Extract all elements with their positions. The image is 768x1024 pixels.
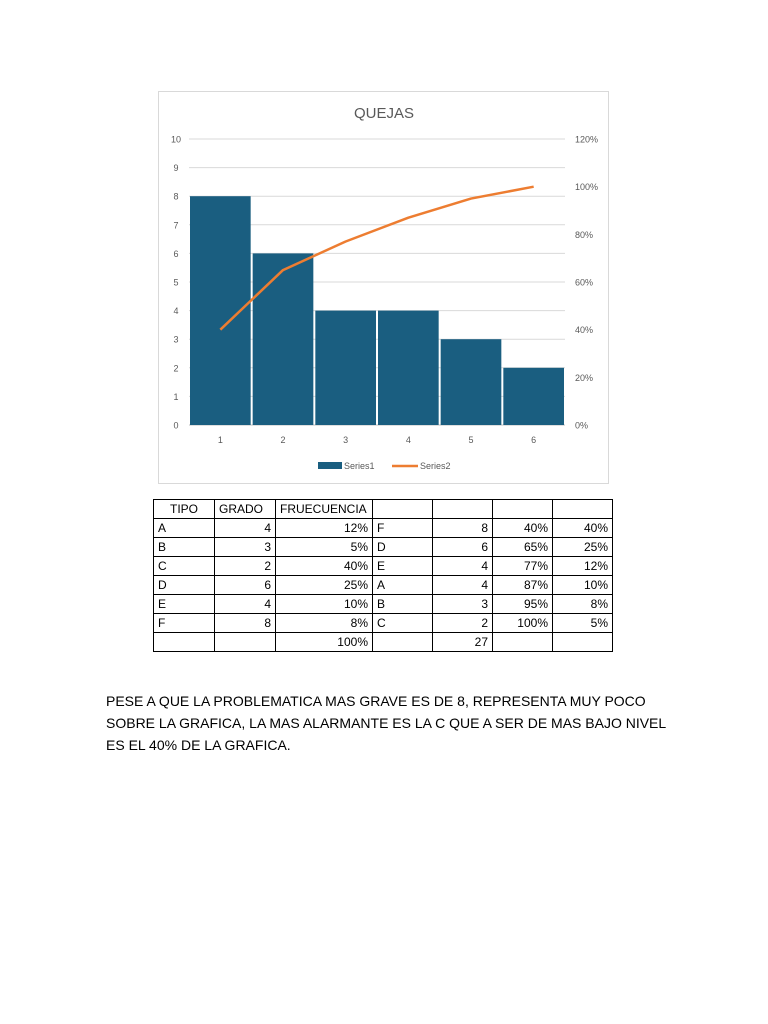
table-cell: 100% <box>493 614 553 633</box>
table-cell <box>493 500 553 519</box>
table-cell: 25% <box>276 576 373 595</box>
table-cell: 40% <box>276 557 373 576</box>
table-cell <box>215 633 276 652</box>
y2-tick-label: 100% <box>575 182 599 193</box>
y-tick-label: 9 <box>173 163 179 174</box>
table-cell: 8% <box>553 595 613 614</box>
y-tick-label: 4 <box>173 306 179 317</box>
y-tick-label: 7 <box>173 220 179 231</box>
table-cell: 2 <box>433 614 493 633</box>
bar <box>378 311 439 425</box>
table-row <box>154 633 613 652</box>
legend-series1-swatch <box>318 462 342 469</box>
table-cell: B <box>154 538 215 557</box>
y-tick-label: 3 <box>173 334 179 345</box>
table-cell: 5% <box>276 538 373 557</box>
table-cell: 10% <box>553 576 613 595</box>
table-cell: 27 <box>433 633 493 652</box>
table-cell: 40% <box>553 519 613 538</box>
table-cell: 8 <box>433 519 493 538</box>
table-cell: GRADO <box>215 500 276 519</box>
table-cell: 8 <box>215 614 276 633</box>
table-cell: F <box>373 519 433 538</box>
bar <box>253 253 314 425</box>
table-row <box>154 595 613 614</box>
table-row <box>154 519 613 538</box>
table-cell: 95% <box>493 595 553 614</box>
table-cell <box>493 633 553 652</box>
table-cell: D <box>154 576 215 595</box>
table-cell: 40% <box>493 519 553 538</box>
y-tick-label: 0 <box>173 420 179 431</box>
table-cell: 12% <box>276 519 373 538</box>
table-body <box>154 500 613 652</box>
y2-tick-label: 0% <box>575 420 589 431</box>
table-cell: D <box>373 538 433 557</box>
table-row <box>154 557 613 576</box>
table-header-row <box>154 500 613 519</box>
table-cell: 5% <box>553 614 613 633</box>
table-cell: 65% <box>493 538 553 557</box>
table-cell: 12% <box>553 557 613 576</box>
table-cell: C <box>373 614 433 633</box>
table-cell <box>553 633 613 652</box>
x-tick-label: 2 <box>280 435 286 445</box>
table-cell: 2 <box>215 557 276 576</box>
table-cell: TIPO <box>154 500 215 519</box>
table-cell: 6 <box>433 538 493 557</box>
data-table <box>153 499 613 652</box>
table-row <box>154 538 613 557</box>
table-cell: A <box>154 519 215 538</box>
table-cell: 10% <box>276 595 373 614</box>
y-tick-label: 5 <box>173 277 179 288</box>
chart-title: QUEJAS <box>353 105 415 122</box>
table-cell: 6 <box>215 576 276 595</box>
y-tick-label: 8 <box>173 191 179 202</box>
table-cell: 77% <box>493 557 553 576</box>
table-cell: F <box>154 614 215 633</box>
bar <box>315 311 376 425</box>
table-row <box>154 614 613 633</box>
table-cell: C <box>154 557 215 576</box>
y2-tick-label: 40% <box>575 325 594 336</box>
y2-tick-label: 20% <box>575 372 594 383</box>
table-cell <box>154 633 215 652</box>
y-tick-label: 2 <box>173 363 179 374</box>
y-tick-label: 1 <box>173 391 179 402</box>
x-tick-label: 1 <box>217 435 223 445</box>
x-tick-label: 3 <box>343 435 349 445</box>
table-cell: 3 <box>433 595 493 614</box>
legend-series2-label: Series2 <box>420 461 451 471</box>
table-cell: B <box>373 595 433 614</box>
table-cell: 4 <box>215 519 276 538</box>
table-row <box>154 576 613 595</box>
table-cell: 4 <box>215 595 276 614</box>
table-cell: FRUECUENCIA <box>276 500 373 519</box>
table-cell <box>373 500 433 519</box>
bar <box>503 368 564 425</box>
legend-series1-label: Series1 <box>344 461 375 471</box>
table-cell <box>553 500 613 519</box>
x-tick-label: 6 <box>531 435 537 445</box>
y-tick-label: 6 <box>173 248 179 259</box>
table-cell: 87% <box>493 576 553 595</box>
table-cell: E <box>373 557 433 576</box>
x-tick-label: 5 <box>468 435 474 445</box>
table-cell: 3 <box>215 538 276 557</box>
y-tick-label: 10 <box>170 134 182 145</box>
bar <box>441 339 502 425</box>
table-cell <box>433 500 493 519</box>
y2-tick-label: 80% <box>575 229 594 240</box>
chart-svg <box>159 92 610 485</box>
x-tick-label: 4 <box>405 435 411 445</box>
table-cell: 4 <box>433 576 493 595</box>
table-cell: A <box>373 576 433 595</box>
pareto-chart <box>158 91 609 484</box>
conclusion-text: PESE A QUE LA PROBLEMATICA MAS GRAVE ES DE 8, REPRESENTA MUY POCO SOBRE LA GRAFICA, LA MAS ALARMANTE ES LA C QUE A SER DE MAS BAJO NIVEL ES EL 40% DE LA GRAFICA. <box>106 693 666 753</box>
table-cell <box>373 633 433 652</box>
y2-tick-label: 120% <box>575 134 599 145</box>
table-cell: 4 <box>433 557 493 576</box>
y2-tick-label: 60% <box>575 277 594 288</box>
table-cell: 25% <box>553 538 613 557</box>
table-cell: 100% <box>276 633 373 652</box>
table-cell: 8% <box>276 614 373 633</box>
table-cell: E <box>154 595 215 614</box>
